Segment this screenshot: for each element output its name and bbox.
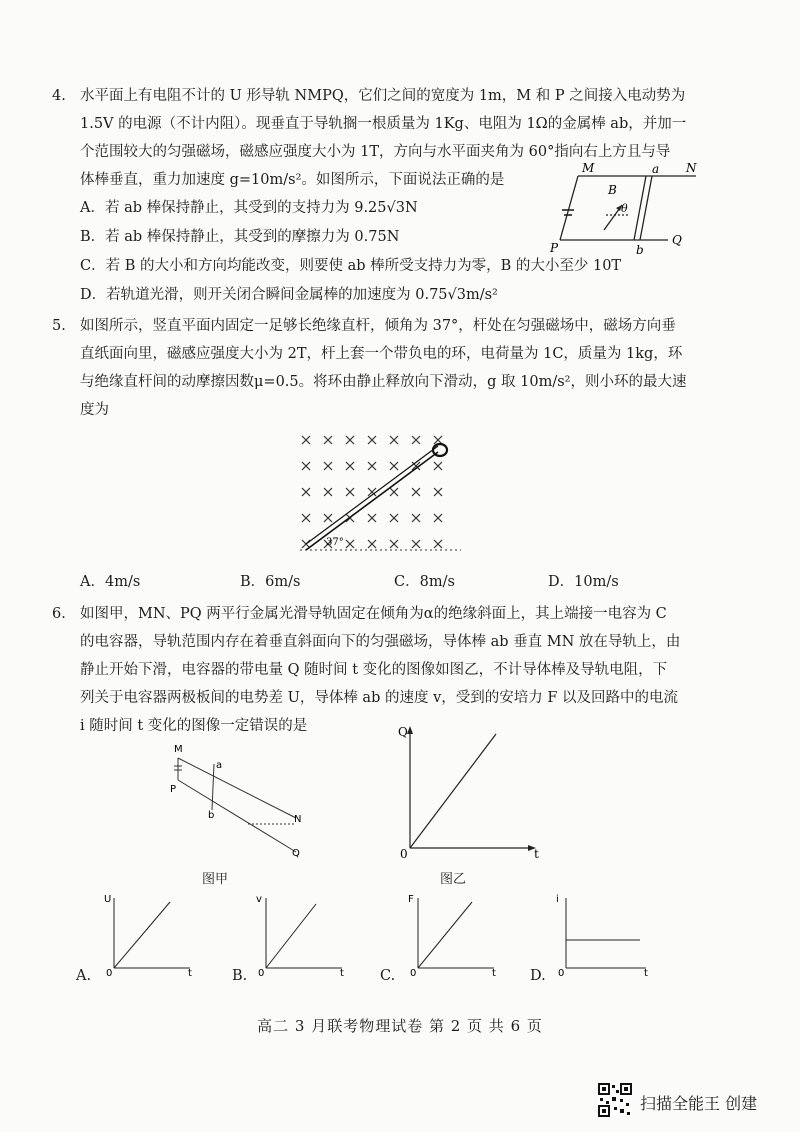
q4-label-q: Q — [672, 233, 682, 247]
q6-line-5: i 随时间 t 变化的图像一定错误的是 — [80, 718, 308, 734]
q5-angle-label: 37° — [326, 537, 344, 548]
q4-rail-figure — [548, 160, 708, 260]
field-cross-mark — [324, 462, 332, 470]
q6-d-y-label: i — [556, 894, 559, 905]
q4-label-m: M — [582, 161, 595, 175]
q6-a-y-label: U — [104, 894, 112, 905]
q5-option-c: C．8m/s — [394, 574, 455, 590]
q6-yi-origin: 0 — [400, 847, 408, 861]
q5-option-a: A．4m/s — [80, 574, 141, 590]
q6-c-origin: 0 — [410, 968, 417, 979]
q5-line-2: 直纸面向里，磁感应强度大小为 2T，杆上套一个带负电的环，电荷量为 1C，质量为 1kg，环 — [80, 346, 683, 362]
q6-option-a-graph — [100, 892, 196, 979]
field-cross-mark — [346, 488, 354, 496]
field-cross-mark — [390, 488, 398, 496]
q4-line-4: 体棒垂直，重力加速度 g=10m/s²。如图所示，下面说法正确的是 — [80, 172, 505, 188]
q5-line-4: 度为 — [80, 402, 109, 418]
q6-option-b-graph — [252, 892, 348, 979]
field-cross-mark — [302, 488, 310, 496]
q5-magnetic-field-figure — [296, 428, 466, 560]
field-cross-mark — [434, 488, 442, 496]
q6-c-y-label: F — [408, 894, 414, 905]
q6-fig-yi-caption: 图乙 — [440, 872, 467, 887]
field-cross-mark — [390, 436, 398, 444]
field-cross-mark — [346, 436, 354, 444]
field-cross-mark — [324, 488, 332, 496]
q6-a-origin: 0 — [106, 968, 113, 979]
field-cross-mark — [434, 514, 442, 522]
q5-line-1: 如图所示，竖直平面内固定一足够长绝缘直杆，倾角为 37°，杆处在匀强磁场中，磁场方向垂 — [80, 318, 676, 334]
q6-d-x-label: t — [644, 968, 648, 979]
field-cross-mark — [412, 514, 420, 522]
q5-line-3: 与绝缘直杆间的动摩擦因数μ=0.5。将环由静止释放向下滑动，g 取 10m/s²，则小环的最大速 — [80, 374, 687, 390]
q6-line-4: 列关于电容器两极板间的电势差 U，导体棒 ab 的速度 v，受到的安培力 F 以及回路中的电流 — [80, 690, 679, 706]
field-cross-mark — [368, 436, 376, 444]
q6-option-d-graph — [552, 892, 652, 979]
field-cross-mark — [390, 514, 398, 522]
q6-yi-y-label: Q — [398, 725, 408, 739]
q4-label-n: N — [686, 161, 697, 175]
field-cross-mark — [368, 514, 376, 522]
q5-number: 5. — [52, 318, 66, 334]
q4-label-b: b — [636, 243, 644, 257]
q4-option-c: C．若 B 的大小和方向均能改变，则要使 ab 棒所受支持力为零，B 的大小至少 10T — [80, 258, 622, 274]
field-cross-mark — [412, 436, 420, 444]
q6-jia-label-n: N — [294, 814, 302, 825]
q6-option-c-graph — [404, 892, 500, 979]
q4-label-theta: θ — [621, 202, 628, 215]
q6-c-x-label: t — [492, 968, 496, 979]
q6-jia-label-q: Q — [292, 848, 300, 859]
field-cross-mark — [412, 540, 420, 548]
q4-option-d: D．若轨道光滑，则开关闭合瞬间金属棒的加速度为 0.75√3m/s² — [80, 287, 498, 303]
field-cross-mark — [324, 514, 332, 522]
q6-jia-label-b: b — [208, 810, 215, 821]
scanner-brand-text: 扫描全能王 创建 — [640, 1094, 758, 1113]
ring — [433, 444, 447, 456]
q6-line-2: 的电容器，导轨范围内存在着垂直斜面向下的匀强磁场，导体棒 ab 垂直 MN 放在导轨上，由 — [80, 634, 681, 650]
q5-option-b: B．6m/s — [240, 574, 301, 590]
q4-line-3: 个范围较大的匀强磁场，磁感应强度大小为 1T，方向与水平面夹角为 60°指向右上方且与导 — [80, 144, 671, 160]
field-cross-mark — [302, 514, 310, 522]
q6-b-y-label: v — [256, 894, 262, 905]
q6-jia-label-m: M — [174, 744, 183, 755]
q5-option-d: D．10m/s — [548, 574, 619, 590]
page-footer: 高二 3 月联考物理试卷 第 2 页 共 6 页 — [257, 1017, 543, 1035]
q6-line-1: 如图甲，MN、PQ 两平行金属光滑导轨固定在倾角为α的绝缘斜面上，其上端接一电容为 C — [80, 606, 667, 622]
q4-option-b: B．若 ab 棒保持静止，其受到的摩擦力为 0.75N — [80, 229, 400, 245]
q6-option-b-letter: B. — [232, 968, 248, 984]
q6-number: 6. — [52, 606, 66, 622]
field-cross-mark — [368, 540, 376, 548]
field-cross-mark — [324, 436, 332, 444]
q6-jia-label-a: a — [216, 760, 223, 771]
field-cross-mark — [346, 462, 354, 470]
qr-code-icon — [598, 1083, 632, 1117]
q4-line-2: 1.5V 的电源（不计内阻）。现垂直于导轨搁一根质量为 1Kg、电阻为 1Ω的金属棒 ab，并加一 — [80, 116, 687, 132]
q6-b-origin: 0 — [258, 968, 265, 979]
q6-option-d-letter: D. — [530, 968, 546, 984]
q4-label-field-b: B — [608, 183, 617, 197]
q6-option-a-letter: A. — [76, 968, 92, 984]
field-cross-mark — [368, 462, 376, 470]
q4-label-p: P — [550, 241, 559, 255]
q4-option-a: A．若 ab 棒保持静止，其受到的支持力为 9.25√3N — [80, 200, 418, 216]
q6-jia-label-p: P — [170, 784, 177, 795]
q6-a-x-label: t — [188, 968, 192, 979]
field-cross-mark — [302, 462, 310, 470]
q4-label-a: a — [652, 162, 660, 176]
field-cross-mark — [434, 540, 442, 548]
q6-option-c-letter: C. — [380, 968, 396, 984]
q4-line-1: 水平面上有电阻不计的 U 形导轨 NMPQ，它们之间的宽度为 1m，M 和 P 之间接入电动势为 — [80, 88, 686, 104]
field-cross-mark — [302, 436, 310, 444]
field-cross-mark — [434, 436, 442, 444]
q6-line-3: 静止开始下滑，电容器的带电量 Q 随时间 t 变化的图像如图乙，不计导体棒及导轨电阻，下 — [80, 662, 668, 678]
field-cross-mark — [390, 462, 398, 470]
field-cross-mark — [390, 540, 398, 548]
q6-yi-x-label: t — [534, 847, 539, 861]
field-cross-mark — [412, 488, 420, 496]
field-cross-mark — [346, 540, 354, 548]
q6-d-origin: 0 — [558, 968, 565, 979]
q4-number: 4. — [52, 88, 66, 104]
q6-fig-yi — [396, 726, 546, 862]
field-cross-mark — [434, 462, 442, 470]
q6-fig-jia — [168, 740, 308, 860]
q6-b-x-label: t — [340, 968, 344, 979]
q6-fig-jia-caption: 图甲 — [202, 872, 229, 887]
